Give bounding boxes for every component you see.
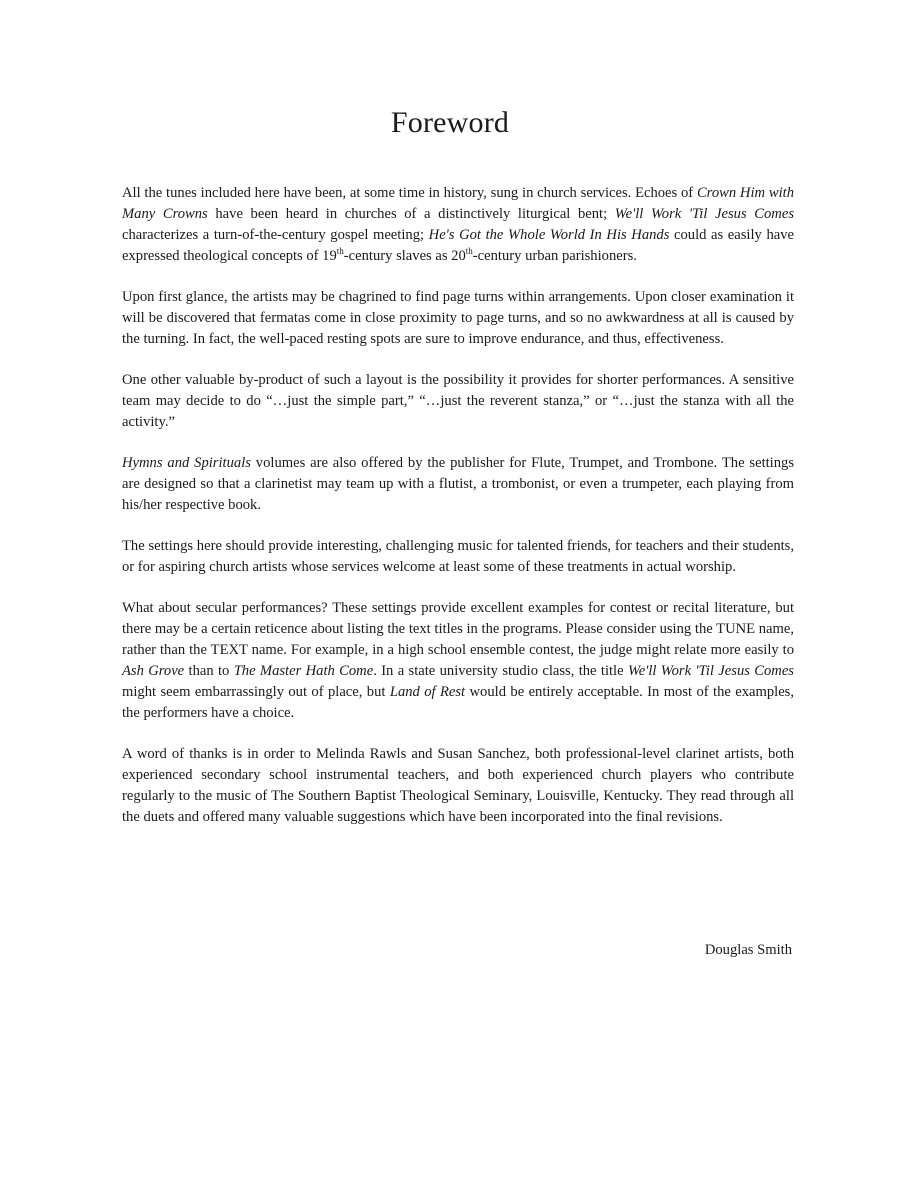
text-run: characterizes a turn-of-the-century gospel meeting; — [122, 227, 429, 243]
paragraph — [122, 183, 794, 267]
italic-title: Crown Him with Many Crowns — [122, 185, 794, 222]
text-run: All the tunes included here have been, at some time in history, sung in church services. Echoes of — [122, 185, 697, 201]
text-run: What about secular performances? These settings provide excellent examples for contest or recital literature, but there may be a certain reticence about listing the text titles in the programs. Please consider using the TUNE name, rather than the TEXT name. For example, in a high school ensemble contest, the judge might relate more easily to — [122, 600, 794, 658]
foreword-body — [122, 183, 794, 848]
paragraph — [122, 287, 794, 350]
paragraph — [122, 370, 794, 433]
paragraph — [122, 536, 794, 578]
ordinal-suffix: th — [465, 246, 473, 257]
text-run: might seem embarrassingly out of place, but — [122, 684, 390, 700]
author-signature: Douglas Smith — [704, 942, 792, 958]
italic-title: We'll Work 'Til Jesus Comes — [627, 663, 794, 679]
text-run: The settings here should provide interesting, challenging music for talented friends, for teachers and their students, or for aspiring church artists whose services welcome at least some of these treatments in actual worship. — [122, 538, 794, 575]
paragraph — [122, 453, 794, 516]
text-run: A word of thanks is in order to Melinda Rawls and Susan Sanchez, both professional-level clarinet artists, both experienced secondary school instrumental teachers, and both experienced church players who contribute regularly to the music of The Southern Baptist Theological Seminary, Louisville, Kentucky. They read through all the duets and offered many valuable suggestions which have been incorporated into the final revisions. — [122, 746, 794, 825]
text-run: One other valuable by-product of such a layout is the possibility it provides for shorter performances. A sensitive team may decide to do “…just the simple part,” “…just the reverent stanza,” or “…just the stanza with all the activity.” — [122, 372, 794, 430]
paragraph — [122, 598, 794, 724]
text-run: . In a state university studio class, the title — [373, 663, 628, 679]
text-run: Upon first glance, the artists may be chagrined to find page turns within arrangements. Upon closer examination it will be discovered that fermatas come in close proximity to page turns, and so no awkwardness at all is caused by the turning. In fact, the well-paced resting spots are sure to improve endurance, and thus, effectiveness. — [122, 289, 794, 347]
italic-title: He's Got the Whole World In His Hands — [428, 227, 670, 243]
text-run: than to — [184, 663, 234, 679]
italic-title: Hymns and Spirituals — [122, 455, 251, 471]
italic-title: Land of Rest — [389, 684, 466, 700]
italic-title: The Master Hath Come — [233, 663, 374, 679]
text-run: -century slaves as 20 — [343, 248, 466, 264]
paragraph — [122, 744, 794, 828]
page-title: Foreword — [390, 106, 510, 139]
text-run: have been heard in churches of a distinctively liturgical bent; — [207, 206, 615, 222]
ordinal-suffix: th — [336, 246, 344, 257]
text-run: volumes are also offered by the publisher for Flute, Trumpet, and Trombone. The settings are designed so that a clarinetist may team up with a flutist, a trombonist, or even a trumpeter, each playing from his/her respective book. — [122, 455, 795, 513]
text-run: would be entirely acceptable. In most of the examples, the performers have a choice. — [122, 684, 795, 721]
text-run: -century urban parishioners. — [472, 248, 637, 264]
italic-title: We'll Work 'Til Jesus Comes — [614, 206, 794, 222]
italic-title: Ash Grove — [122, 663, 185, 679]
text-run: could as easily have expressed theological concepts of 19 — [122, 227, 794, 264]
